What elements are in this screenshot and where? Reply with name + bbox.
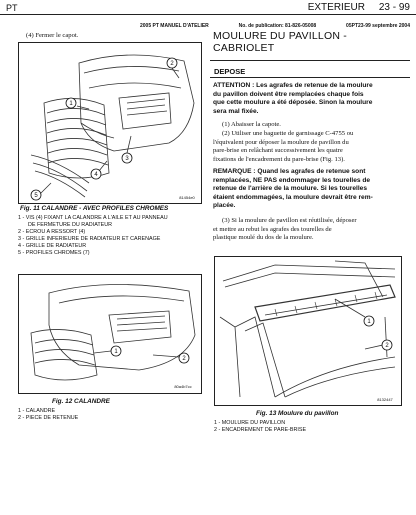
header-left: PT bbox=[6, 3, 18, 13]
step-3-line: plastique moulé du dos de la moulure. bbox=[213, 234, 314, 241]
fig11-callout-5: 5 bbox=[34, 193, 38, 199]
fig13-callout-1: 1 bbox=[367, 319, 371, 325]
remarque-line: REMARQUE : Quand les agrafes de retenue sont bbox=[213, 168, 366, 175]
header-edition: 05PT23-99 septembre 2004 bbox=[346, 23, 410, 29]
fig13-legend-item: 1 - MOULURE DU PAVILLON bbox=[214, 420, 286, 426]
subsection-heading: DEPOSE bbox=[214, 67, 246, 76]
step-2 bbox=[213, 130, 410, 164]
step-2-line: (2) Utiliser une baguette de garnissage C-4755 ou bbox=[222, 130, 354, 137]
section-title-line-1: MOULURE DU PAVILLON - bbox=[213, 30, 347, 42]
header-page-number: 23 - 99 bbox=[378, 2, 410, 13]
fig13-callout-2: 2 bbox=[385, 343, 389, 349]
header-section-page bbox=[308, 2, 410, 13]
figure-11-frame bbox=[18, 42, 202, 204]
section-title bbox=[213, 30, 408, 54]
figure-13-legend bbox=[214, 420, 404, 434]
fig11-legend-item: 5 - PROFILES CHROMES (7) bbox=[18, 250, 90, 256]
header-publication: No. de publication: 81-826-05008 bbox=[238, 23, 317, 29]
fig13-legend-item: 2 - ENCADREMENT DE PARE-BRISE bbox=[214, 427, 307, 433]
header-model: 2005 PT MANUEL D'ATELIER bbox=[140, 23, 209, 29]
subsection-rule bbox=[210, 77, 410, 78]
step-4: (4) Fermer le capot. bbox=[26, 32, 79, 39]
header-rule bbox=[0, 14, 416, 15]
step-3-line: (3) Si la moulure de pavillon est réutilisée, déposer bbox=[222, 217, 357, 224]
step-3-line: et mettre au rebut les agrafes des tourelles de bbox=[213, 225, 332, 233]
figure-13-caption: Fig. 13 Moulure du pavillon bbox=[256, 410, 339, 417]
fig11-callout-2: 2 bbox=[170, 61, 174, 67]
fig11-callout-1: 1 bbox=[69, 101, 73, 107]
fig12-callout-1: 1 bbox=[114, 349, 118, 355]
fig11-code: 81454e0 bbox=[179, 195, 195, 200]
fig12-legend-item: 2 - PIECE DE RETENUE bbox=[18, 415, 79, 421]
fig12-code: 80a4b7cc bbox=[174, 384, 192, 389]
fig11-legend-item: 3 - GRILLE INFERIEURE DE RADIATEUR ET CARENAGE bbox=[18, 236, 161, 242]
fig11-legend-item: 4 - GRILLE DE RADIATEUR bbox=[18, 243, 87, 249]
step-2-line: l'équivalent pour déposer la moulure de pavillon du bbox=[213, 138, 349, 146]
remarque-line: retenue de l'arrière de la moulure. Si les tourelles bbox=[213, 185, 368, 192]
figure-12-frame bbox=[18, 274, 202, 394]
step-2-line: fixations de l'encadrement du pare-brise (Fig. 13). bbox=[213, 155, 345, 163]
figure-12-legend bbox=[18, 408, 203, 422]
step-3 bbox=[213, 217, 410, 243]
figure-12-illustration bbox=[19, 275, 201, 393]
figure-13-frame bbox=[214, 256, 402, 406]
fig11-legend-item: 1 - VIS (4) FIXANT LA CALANDRE A L'AILE ET AU PANNEAU bbox=[18, 215, 168, 221]
attention-line: que cette moulure a été déposée. Sinon la moulure bbox=[213, 99, 373, 106]
fig11-legend-item: DE FERMETURE DU RADIATEUR bbox=[28, 222, 113, 228]
section-title-line-2: CABRIOLET bbox=[213, 42, 275, 54]
fig12-legend-item: 1 - CALANDRE bbox=[18, 408, 56, 414]
figure-11-illustration bbox=[19, 43, 201, 203]
figure-11-caption: Fig. 11 CALANDRE - AVEC PROFILES CHROMES bbox=[20, 205, 169, 212]
title-rule bbox=[210, 60, 410, 61]
attention-line: du pavillon doivent être remplacées chaque fois bbox=[213, 90, 364, 98]
step-2-line: pare-brise en relâchant successivement les quatre bbox=[213, 147, 343, 154]
header-publication-line bbox=[140, 23, 410, 29]
attention-line: sera mal fixée. bbox=[213, 107, 259, 115]
remarque-line: étaient endommagées, la moulure devrait être rem- bbox=[213, 193, 373, 201]
attention-note bbox=[213, 82, 410, 116]
fig13-code: 8132447 bbox=[377, 397, 393, 402]
fig12-callout-2: 2 bbox=[182, 356, 186, 362]
remarque-line: remplacées, NE PAS endommager les tourelles de bbox=[213, 176, 371, 184]
figure-12-caption: Fig. 12 CALANDRE bbox=[52, 398, 110, 405]
remarque-note bbox=[213, 168, 410, 211]
step-1: (1) Abaisser la capote. bbox=[222, 121, 281, 128]
remarque-line: placée. bbox=[213, 202, 236, 209]
attention-line: ATTENTION : Les agrafes de retenue de la moulure bbox=[213, 82, 373, 89]
header-section: EXTERIEUR bbox=[307, 2, 365, 13]
figure-11-legend bbox=[18, 215, 203, 257]
fig11-callout-4: 4 bbox=[94, 172, 98, 178]
figure-13-illustration bbox=[215, 257, 401, 405]
fig11-callout-3: 3 bbox=[125, 156, 129, 162]
fig11-legend-item: 2 - ECROU A RESSORT (4) bbox=[18, 229, 86, 235]
